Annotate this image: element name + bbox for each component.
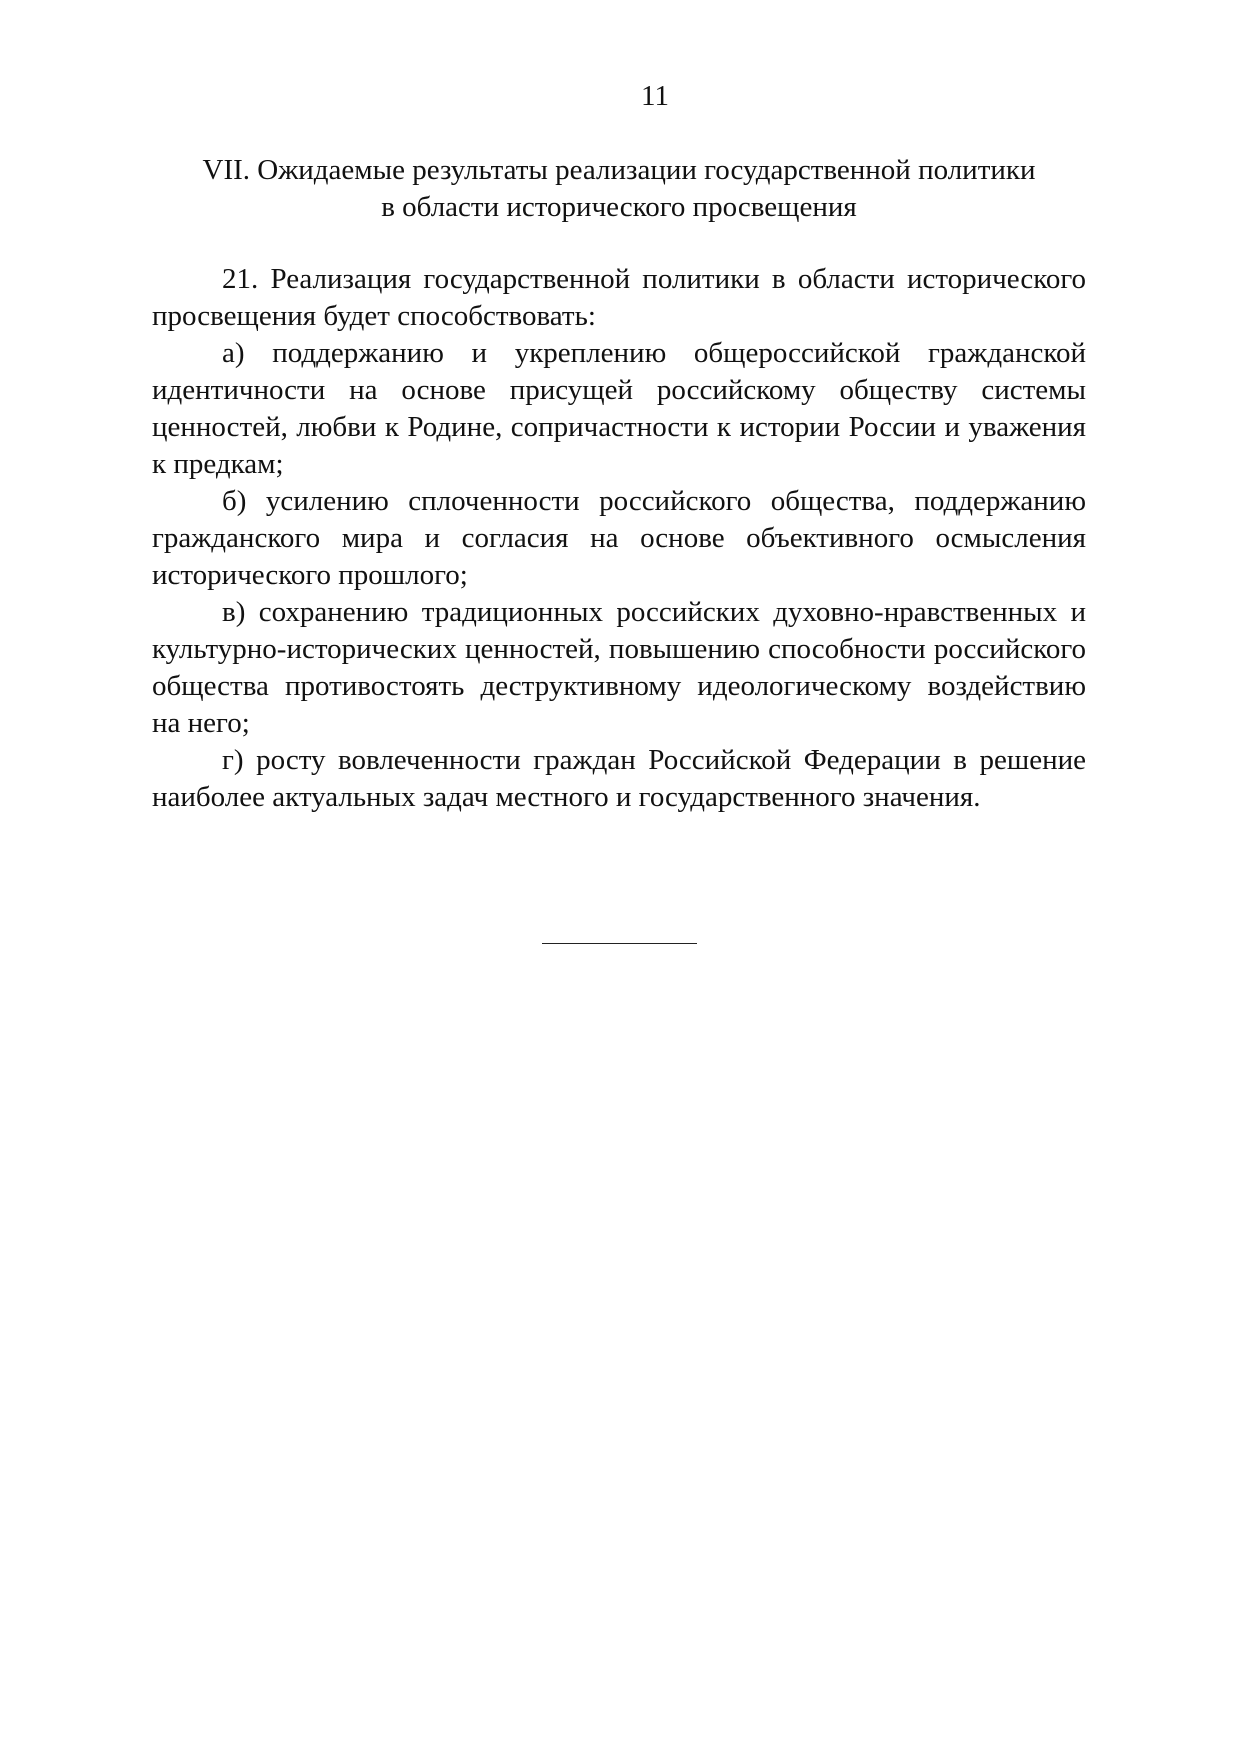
paragraph-21: 21. Реализация государственной политики в области исторического просвещения будет способствовать: bbox=[152, 263, 1086, 332]
section-heading-line-1: VII. Ожидаемые результаты реализации государственной политики bbox=[202, 154, 1036, 186]
section-heading bbox=[152, 152, 1086, 226]
body-text bbox=[152, 261, 1086, 816]
paragraph-item-b: б) усилению сплоченности российского общества, поддержанию гражданского мира и согласия на основе объективного осмысления исторического прошлого; bbox=[152, 485, 1086, 591]
paragraph-item-a: а) поддержанию и укреплению общероссийской гражданской идентичности на основе присущей российскому обществу системы ценностей, любви к Родине, сопричастности к истории России и уважения к предкам; bbox=[152, 337, 1086, 480]
section-heading-line-2: в области исторического просвещения bbox=[381, 191, 857, 223]
end-separator-line bbox=[542, 943, 697, 944]
paragraph-item-v: в) сохранению традиционных российских духовно-нравственных и культурно-исторических ценностей, повышению способности российского общества противостоять деструктивному идеологическому воздействию на него; bbox=[152, 596, 1086, 739]
paragraph-item-g: г) росту вовлеченности граждан Российской Федерации в решение наиболее актуальных задач местного и государственного значения. bbox=[152, 744, 1086, 813]
page-number: 11 bbox=[641, 80, 669, 112]
